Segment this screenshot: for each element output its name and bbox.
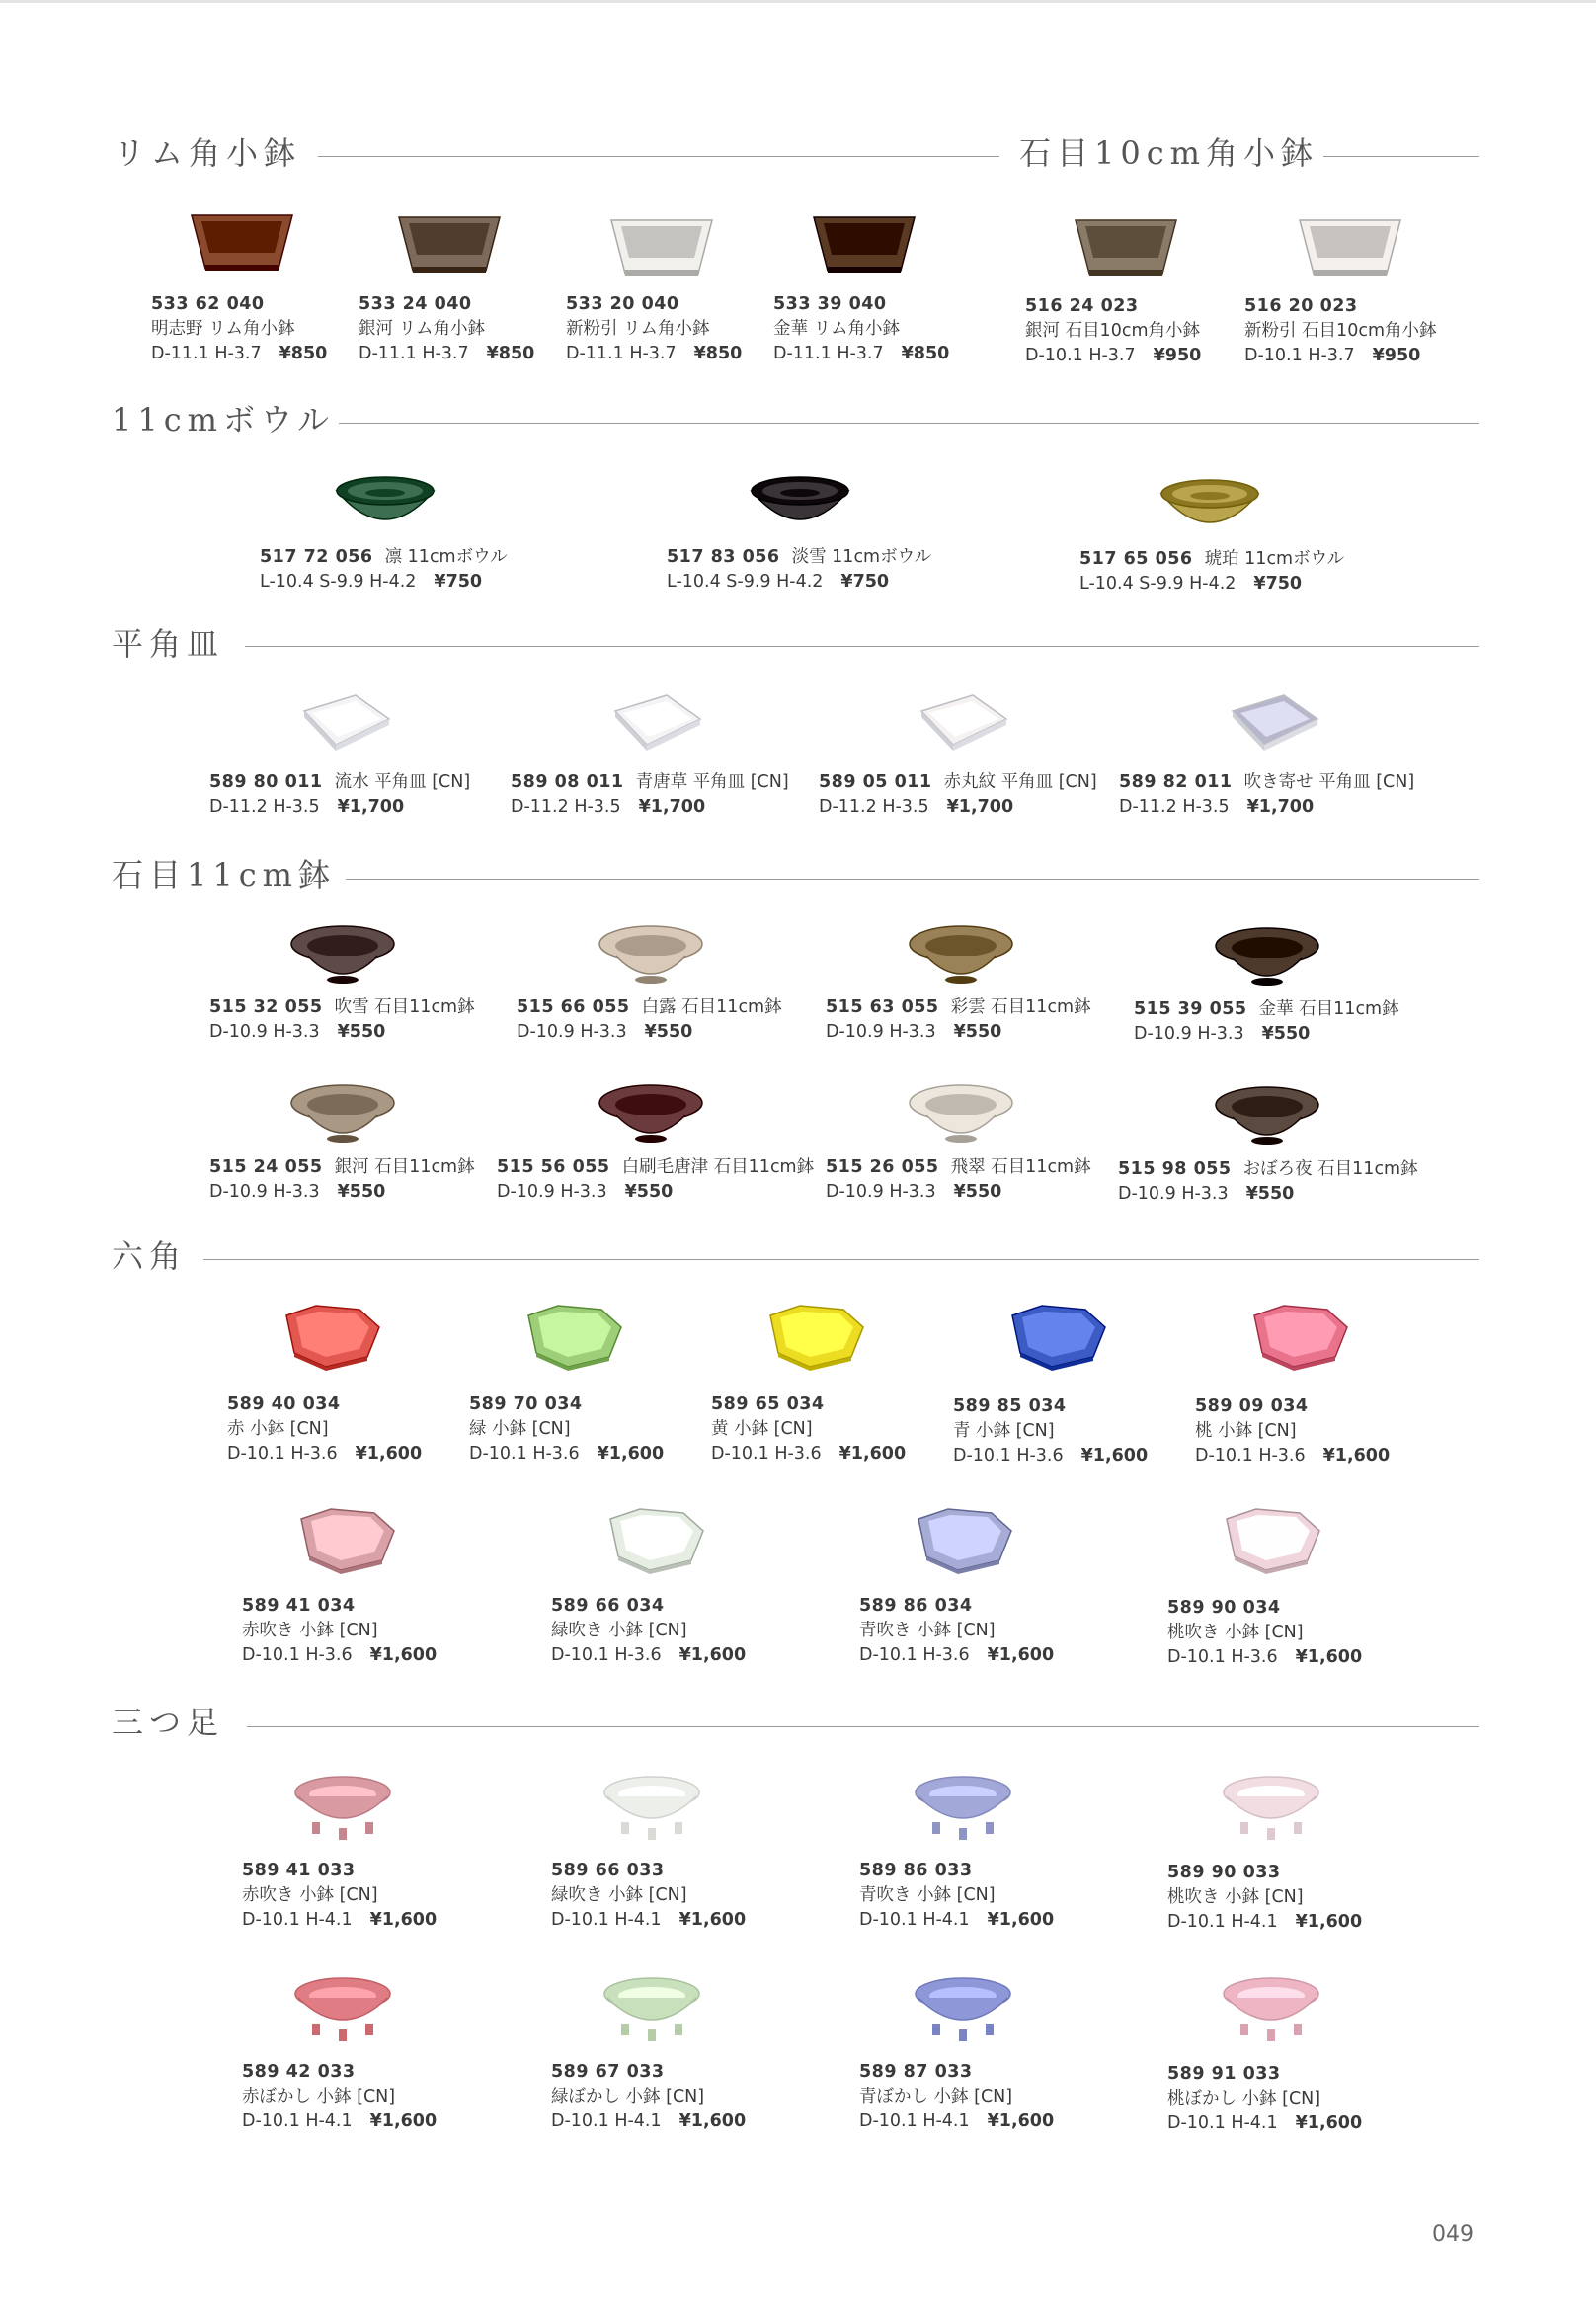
product-price: ¥750 (434, 572, 483, 592)
product-dimensions: D-11.1 H-3.7 (566, 344, 677, 363)
product-code: 589 86 033 (859, 1861, 973, 1880)
product-photo (331, 469, 439, 548)
product-name: 緑ぼかし 小鉢 [CN] (551, 2087, 705, 2107)
product-dimensions: D-10.1 H-3.6 (242, 1645, 353, 1665)
product-code: 516 20 023 (1244, 296, 1358, 316)
product-code: 589 09 034 (1195, 1396, 1309, 1416)
product-name: 赤吹き 小鉢 [CN] (242, 1621, 378, 1640)
product-dimensions: D-10.1 H-3.6 (551, 1645, 662, 1665)
product-code: 589 90 034 (1167, 1598, 1281, 1618)
product-name: 青ぼかし 小鉢 [CN] (859, 2087, 1013, 2107)
product-caption (773, 292, 949, 366)
product-code: 515 56 055 (497, 1157, 610, 1177)
product-caption (551, 1859, 746, 1933)
product-name: 赤吹き 小鉢 [CN] (242, 1885, 378, 1905)
product-caption (953, 1394, 1148, 1469)
product-code: 515 26 055 (826, 1157, 939, 1177)
product-code: 589 08 011 (511, 772, 624, 792)
product-caption (209, 1155, 475, 1205)
product-dimensions: D-10.1 H-4.1 (242, 2111, 353, 2131)
product-name: 銀河 石目11cm鉢 (334, 1157, 475, 1177)
product-photo (519, 1304, 627, 1383)
product-caption (667, 545, 931, 595)
product-photo (188, 207, 296, 286)
product-photo (909, 1507, 1017, 1586)
section-rule (318, 156, 999, 157)
product-photo (1072, 212, 1180, 291)
product-price: ¥550 (624, 1182, 674, 1202)
section-rule (346, 879, 1479, 880)
top-border (0, 0, 1596, 3)
product-price: ¥850 (486, 344, 535, 363)
product-dimensions: D-10.1 H-4.1 (1167, 1912, 1278, 1932)
product-photo (746, 469, 854, 548)
product-price: ¥550 (953, 1182, 1002, 1202)
product-code: 589 80 011 (209, 772, 323, 792)
product-dimensions: D-10.1 H-3.6 (859, 1645, 970, 1665)
product-code: 515 24 055 (209, 1157, 323, 1177)
product-dimensions: L-10.4 S-9.9 H-4.2 (1079, 574, 1237, 594)
product-name: 緑 小鉢 [CN] (469, 1419, 571, 1439)
section-rule (339, 423, 1479, 424)
section-title-ishime11: 石目11cm鉢 (112, 856, 336, 894)
product-caption (1244, 294, 1437, 368)
product-code: 515 39 055 (1134, 999, 1247, 1019)
product-photo (607, 212, 716, 291)
product-photo (1217, 1771, 1325, 1850)
product-caption (511, 770, 789, 820)
product-caption (1167, 1596, 1362, 1670)
product-price: ¥1,600 (1322, 1446, 1391, 1466)
product-photo (597, 1079, 705, 1158)
product-photo (810, 209, 918, 288)
product-caption (260, 545, 508, 595)
product-photo (907, 1079, 1015, 1158)
product-dimensions: D-11.1 H-3.7 (151, 344, 262, 363)
product-code: 589 85 034 (953, 1396, 1067, 1416)
product-photo (598, 1771, 706, 1850)
product-caption (469, 1392, 664, 1467)
product-name: 桃 小鉢 [CN] (1195, 1421, 1297, 1441)
section-title-hirakaku: 平角皿 (112, 625, 225, 663)
product-photo (600, 1507, 709, 1586)
product-price: ¥1,600 (987, 2111, 1055, 2131)
product-code: 589 67 033 (551, 2062, 665, 2082)
product-caption (819, 770, 1097, 820)
product-dimensions: D-10.9 H-3.3 (826, 1022, 936, 1042)
product-price: ¥1,700 (638, 797, 706, 817)
product-code: 533 39 040 (773, 294, 887, 314)
product-dimensions: D-10.1 H-4.1 (242, 1910, 353, 1930)
product-caption (497, 1155, 814, 1205)
product-name: 赤ぼかし 小鉢 [CN] (242, 2087, 396, 2107)
product-price: ¥1,600 (597, 1444, 665, 1464)
product-dimensions: D-10.1 H-4.1 (551, 1910, 662, 1930)
product-caption (826, 995, 1091, 1045)
product-price: ¥1,600 (987, 1645, 1055, 1665)
product-name: 赤丸紋 平角皿 [CN] (943, 772, 1097, 792)
product-photo (277, 1304, 385, 1383)
product-name: 青吹き 小鉢 [CN] (859, 1885, 996, 1905)
product-name: 黄 小鉢 [CN] (711, 1419, 813, 1439)
product-price: ¥1,600 (1080, 1446, 1149, 1466)
product-photo (909, 1972, 1017, 2051)
product-dimensions: D-10.1 H-3.6 (711, 1444, 822, 1464)
product-price: ¥850 (901, 344, 950, 363)
product-photo (907, 920, 1015, 999)
product-code: 589 66 034 (551, 1596, 665, 1616)
product-photo (1156, 472, 1264, 551)
product-name: 流水 平角皿 [CN] (334, 772, 471, 792)
product-dimensions: D-10.1 H-3.7 (1244, 346, 1355, 365)
product-price: ¥850 (693, 344, 743, 363)
product-caption (859, 1594, 1054, 1668)
product-price: ¥1,700 (1246, 797, 1315, 817)
product-name: 青 小鉢 [CN] (953, 1421, 1055, 1441)
product-price: ¥1,600 (678, 2111, 747, 2131)
product-code: 515 66 055 (517, 997, 630, 1017)
product-code: 515 63 055 (826, 997, 939, 1017)
product-price: ¥550 (1261, 1024, 1311, 1044)
section-title-mitsuashi: 三つ足 (112, 1704, 225, 1741)
product-name: 彩雲 石目11cm鉢 (950, 997, 1091, 1017)
product-caption (1167, 2062, 1362, 2136)
product-photo (598, 689, 706, 768)
product-name: 新粉引 リム角小鉢 (566, 319, 710, 339)
product-caption (1195, 1394, 1390, 1469)
product-price: ¥550 (1245, 1184, 1295, 1204)
product-photo (291, 1507, 400, 1586)
product-code: 589 05 011 (819, 772, 932, 792)
product-photo (1213, 922, 1321, 1001)
product-dimensions: D-10.1 H-3.6 (1167, 1647, 1278, 1667)
product-photo (286, 689, 395, 768)
section-title-rokkaku: 六角 (112, 1237, 188, 1275)
product-code: 515 98 055 (1118, 1159, 1232, 1179)
product-price: ¥750 (840, 572, 890, 592)
product-dimensions: D-10.9 H-3.3 (497, 1182, 607, 1202)
product-name: 銀河 石目10cm角小鉢 (1025, 321, 1200, 341)
product-code: 589 70 034 (469, 1394, 583, 1414)
product-code: 516 24 023 (1025, 296, 1139, 316)
product-price: ¥1,600 (678, 1910, 747, 1930)
product-caption (551, 1594, 746, 1668)
product-photo (1213, 1081, 1321, 1160)
product-code: 517 83 056 (667, 547, 780, 567)
product-code: 589 42 033 (242, 2062, 356, 2082)
product-photo (1296, 212, 1404, 291)
product-photo (288, 1771, 397, 1850)
product-price: ¥750 (1253, 574, 1303, 594)
section-rule (203, 1259, 1479, 1260)
product-caption (242, 2060, 437, 2134)
section-rule (245, 646, 1479, 647)
product-name: 銀河 リム角小鉢 (359, 319, 486, 339)
product-photo (1217, 1972, 1325, 2051)
product-name: 緑吹き 小鉢 [CN] (551, 1621, 687, 1640)
product-dimensions: D-11.1 H-3.7 (773, 344, 884, 363)
product-dimensions: D-11.2 H-3.5 (511, 797, 621, 817)
product-name: 桃吹き 小鉢 [CN] (1167, 1623, 1304, 1642)
product-caption (227, 1392, 422, 1467)
product-caption (242, 1594, 437, 1668)
product-dimensions: D-10.1 H-4.1 (551, 2111, 662, 2131)
product-price: ¥850 (279, 344, 328, 363)
product-price: ¥1,700 (946, 797, 1014, 817)
product-code: 589 65 034 (711, 1394, 825, 1414)
product-price: ¥550 (337, 1022, 386, 1042)
product-dimensions: D-10.9 H-3.3 (517, 1022, 627, 1042)
product-caption (859, 2060, 1054, 2134)
product-name: 吹雪 石目11cm鉢 (334, 997, 475, 1017)
product-photo (288, 1972, 397, 2051)
product-price: ¥1,600 (1295, 1647, 1363, 1667)
product-dimensions: D-10.9 H-3.3 (1134, 1024, 1244, 1044)
product-caption (859, 1859, 1054, 1933)
product-caption (1119, 770, 1414, 820)
page-number: 049 (1432, 2222, 1474, 2247)
product-dimensions: D-11.1 H-3.7 (359, 344, 469, 363)
product-photo (760, 1304, 869, 1383)
product-caption (242, 1859, 437, 1933)
product-photo (597, 920, 705, 999)
product-name: 金華 石目11cm鉢 (1258, 999, 1399, 1019)
product-price: ¥550 (337, 1182, 386, 1202)
product-code: 589 86 034 (859, 1596, 973, 1616)
product-price: ¥1,600 (678, 1645, 747, 1665)
product-dimensions: D-11.2 H-3.5 (1119, 797, 1230, 817)
product-price: ¥1,700 (337, 797, 405, 817)
product-name: 琥珀 11cmボウル (1204, 549, 1345, 569)
product-code: 589 40 034 (227, 1394, 341, 1414)
product-photo (395, 209, 504, 288)
section-rule (247, 1726, 1479, 1727)
product-name: 白露 石目11cm鉢 (641, 997, 782, 1017)
product-price: ¥1,600 (987, 1910, 1055, 1930)
product-photo (1215, 689, 1323, 768)
section-title-rim: リム角小鉢 (114, 134, 302, 172)
product-dimensions: D-10.1 H-4.1 (1167, 2113, 1278, 2133)
product-dimensions: D-10.1 H-4.1 (859, 2111, 970, 2131)
product-photo (904, 689, 1012, 768)
product-dimensions: D-10.1 H-3.6 (227, 1444, 338, 1464)
product-name: 白刷毛唐津 石目11cm鉢 (621, 1157, 815, 1177)
product-dimensions: D-10.1 H-3.6 (953, 1446, 1064, 1466)
product-price: ¥950 (1372, 346, 1421, 365)
product-caption (1134, 997, 1399, 1047)
product-code: 589 91 033 (1167, 2064, 1281, 2084)
product-code: 515 32 055 (209, 997, 323, 1017)
product-caption (209, 995, 475, 1045)
product-code: 517 72 056 (260, 547, 373, 567)
section-title-ishime10: 石目10cm角小鉢 (1019, 134, 1318, 172)
product-photo (288, 1079, 397, 1158)
product-price: ¥1,600 (369, 1645, 438, 1665)
product-caption (551, 2060, 746, 2134)
product-photo (909, 1771, 1017, 1850)
product-caption (1118, 1157, 1418, 1207)
product-caption (826, 1155, 1091, 1205)
product-code: 533 62 040 (151, 294, 265, 314)
product-dimensions: D-11.2 H-3.5 (819, 797, 929, 817)
product-photo (1244, 1304, 1353, 1383)
product-dimensions: L-10.4 S-9.9 H-4.2 (667, 572, 824, 592)
product-dimensions: D-10.9 H-3.3 (826, 1182, 936, 1202)
product-code: 589 41 034 (242, 1596, 356, 1616)
product-price: ¥1,600 (1295, 1912, 1363, 1932)
product-name: 青唐草 平角皿 [CN] (635, 772, 789, 792)
product-code: 589 41 033 (242, 1861, 356, 1880)
product-name: 新粉引 石目10cm角小鉢 (1244, 321, 1437, 341)
section-rule (1323, 156, 1479, 157)
product-caption (209, 770, 470, 820)
product-caption (566, 292, 742, 366)
product-price: ¥1,600 (369, 1910, 438, 1930)
product-photo (288, 920, 397, 999)
product-code: 589 82 011 (1119, 772, 1233, 792)
product-name: 桃ぼかし 小鉢 [CN] (1167, 2089, 1321, 2108)
product-caption (359, 292, 534, 366)
product-dimensions: D-10.1 H-4.1 (859, 1910, 970, 1930)
product-dimensions: D-10.9 H-3.3 (209, 1022, 320, 1042)
product-photo (1002, 1304, 1111, 1383)
product-dimensions: D-10.1 H-3.6 (469, 1444, 580, 1464)
product-dimensions: L-10.4 S-9.9 H-4.2 (260, 572, 417, 592)
product-price: ¥1,600 (355, 1444, 423, 1464)
section-title-bowl11: 11cmボウル (112, 401, 336, 438)
product-price: ¥550 (644, 1022, 693, 1042)
product-name: 吹き寄せ 平角皿 [CN] (1243, 772, 1415, 792)
product-name: 凛 11cmボウル (384, 547, 508, 567)
product-dimensions: D-10.9 H-3.3 (209, 1182, 320, 1202)
product-code: 533 20 040 (566, 294, 679, 314)
product-photo (1217, 1507, 1325, 1586)
product-dimensions: D-11.2 H-3.5 (209, 797, 320, 817)
product-name: 金華 リム角小鉢 (773, 319, 901, 339)
product-photo (598, 1972, 706, 2051)
product-dimensions: D-10.9 H-3.3 (1118, 1184, 1229, 1204)
product-name: 青吹き 小鉢 [CN] (859, 1621, 996, 1640)
product-caption (517, 995, 782, 1045)
product-caption (711, 1392, 906, 1467)
product-name: 淡雪 11cmボウル (791, 547, 932, 567)
product-name: 赤 小鉢 [CN] (227, 1419, 329, 1439)
product-price: ¥1,600 (838, 1444, 907, 1464)
product-name: 緑吹き 小鉢 [CN] (551, 1885, 687, 1905)
product-price: ¥1,600 (1295, 2113, 1363, 2133)
product-price: ¥950 (1153, 346, 1202, 365)
product-price: ¥1,600 (369, 2111, 438, 2131)
product-price: ¥550 (953, 1022, 1002, 1042)
product-code: 533 24 040 (359, 294, 472, 314)
product-name: 飛翠 石目11cm鉢 (950, 1157, 1091, 1177)
product-dimensions: D-10.1 H-3.7 (1025, 346, 1136, 365)
product-caption (151, 292, 327, 366)
product-name: おぼろ夜 石目11cm鉢 (1242, 1159, 1418, 1179)
product-code: 589 66 033 (551, 1861, 665, 1880)
product-code: 517 65 056 (1079, 549, 1193, 569)
product-caption (1025, 294, 1201, 368)
product-dimensions: D-10.1 H-3.6 (1195, 1446, 1306, 1466)
product-name: 明志野 リム角小鉢 (151, 319, 295, 339)
product-caption (1079, 547, 1344, 597)
product-caption (1167, 1861, 1362, 1935)
product-code: 589 90 033 (1167, 1863, 1281, 1882)
product-code: 589 87 033 (859, 2062, 973, 2082)
product-name: 桃吹き 小鉢 [CN] (1167, 1887, 1304, 1907)
